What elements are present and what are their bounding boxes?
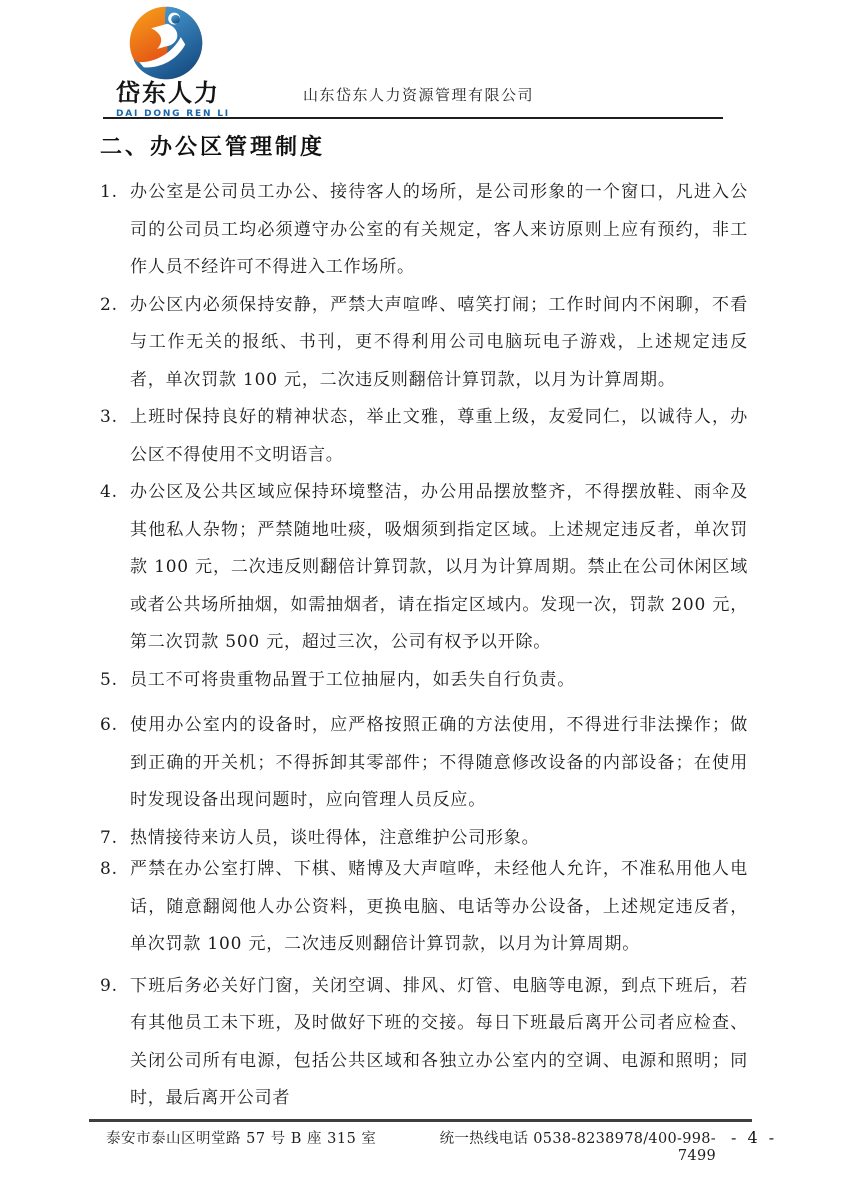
- item-number: 7.: [100, 827, 118, 848]
- item-text: 上班时保持良好的精神状态，举止文雅，尊重上级，友爱同仁，以诚待人，办公区不得使用不文明语言。: [130, 407, 748, 465]
- policy-item-8: [100, 851, 748, 964]
- document-body: [100, 133, 748, 1118]
- daidong-logo-circle-icon: [129, 6, 203, 80]
- logo-name-cn: 岱东人力: [116, 79, 220, 107]
- footer-hotline: 统一热线电话 0538-8238978/400-998-7499: [439, 1131, 716, 1164]
- section-title: 二、办公区管理制度: [100, 134, 326, 160]
- item-text: 严禁在办公室打牌、下棋、赌博及大声喧哗，未经他人允许，不准私用他人电话，随意翻阅他人办公资料，更换电脑、电话等办公设备，上述规定违反者，单次罚款 100 元，二次违反则翻倍计算罚款，以月为计算周期。: [130, 859, 748, 954]
- company-logo: [116, 6, 230, 120]
- policy-item-3: [100, 399, 748, 474]
- policy-item-5: [100, 662, 748, 700]
- policy-item-4: [100, 474, 748, 662]
- header-divider: [103, 117, 723, 119]
- item-number: 9.: [100, 975, 118, 996]
- page-number: - 4 -: [731, 1128, 778, 1147]
- item-number: 1.: [100, 182, 118, 202]
- item-number: 2.: [100, 294, 118, 315]
- company-name: 山东岱东人力资源管理有限公司: [303, 86, 535, 104]
- footer-divider: [89, 1119, 752, 1122]
- item-text: 办公室是公司员工办公、接待客人的场所，是公司形象的一个窗口，凡进入公司的公司员工均必须遵守办公室的有关规定，客人来访原则上应有预约，非工作人员不经许可不得进入工作场所。: [130, 182, 748, 277]
- policy-item-9: [100, 968, 748, 1118]
- item-text: 员工不可将贵重物品置于工位抽屉内，如丢失自行负责。: [130, 669, 575, 690]
- item-text: 下班后务必关好门窗，关闭空调、排风、灯管、电脑等电源，到点下班后，若有其他员工未下班，及时做好下班的交接。每日下班最后离开公司者应检查、关闭公司所有电源，包括公共区域和各独立办公室内的空调、电源和照明；同时，最后离开公司者: [130, 975, 748, 1108]
- logo-name-en: DAI DONG REN LI: [116, 109, 230, 120]
- item-text: 办公区内必须保持安静，严禁大声喧哗、嘻笑打闹；工作时间内不闲聊，不看与工作无关的报纸、书刊，更不得利用公司电脑玩电子游戏，上述规定违反者，单次罚款 100 元，二次违反则翻倍计算罚款，以月为计算周期。: [130, 294, 748, 390]
- item-number: 3.: [100, 407, 118, 427]
- footer-address: 泰安市泰山区明堂路 57 号 B 座 315 室: [106, 1131, 377, 1147]
- item-number: 5.: [100, 669, 118, 690]
- item-text: 办公区及公共区域应保持环境整洁，办公用品摆放整齐，不得摆放鞋、雨伞及其他私人杂物；严禁随地吐痰，吸烟须到指定区域。上述规定违反者，单次罚款 100 元，二次违反则翻倍计算罚款，以月为计算周期。禁止在公司休闲区域或者公共场所抽烟，如需抽烟者，请在指定区域内。发现一次，罚款 200 元，第二次罚款 500 元，超过三次，公司有权予以开除。: [130, 482, 748, 652]
- policy-item-1: [100, 174, 748, 287]
- item-number: 4.: [100, 482, 118, 502]
- item-text: 热情接待来访人员，谈吐得体，注意维护公司形象。: [130, 827, 540, 848]
- policy-item-6: [100, 707, 748, 820]
- item-text: 使用办公室内的设备时，应严格按照正确的方法使用，不得进行非法操作；做到正确的开关机；不得拆卸其零部件；不得随意修改设备的内部设备；在使用时发现设备出现问题时，应向管理人员反应。: [130, 715, 748, 810]
- item-number: 8.: [100, 859, 118, 879]
- policy-item-2: [100, 287, 748, 400]
- item-number: 6.: [100, 715, 118, 735]
